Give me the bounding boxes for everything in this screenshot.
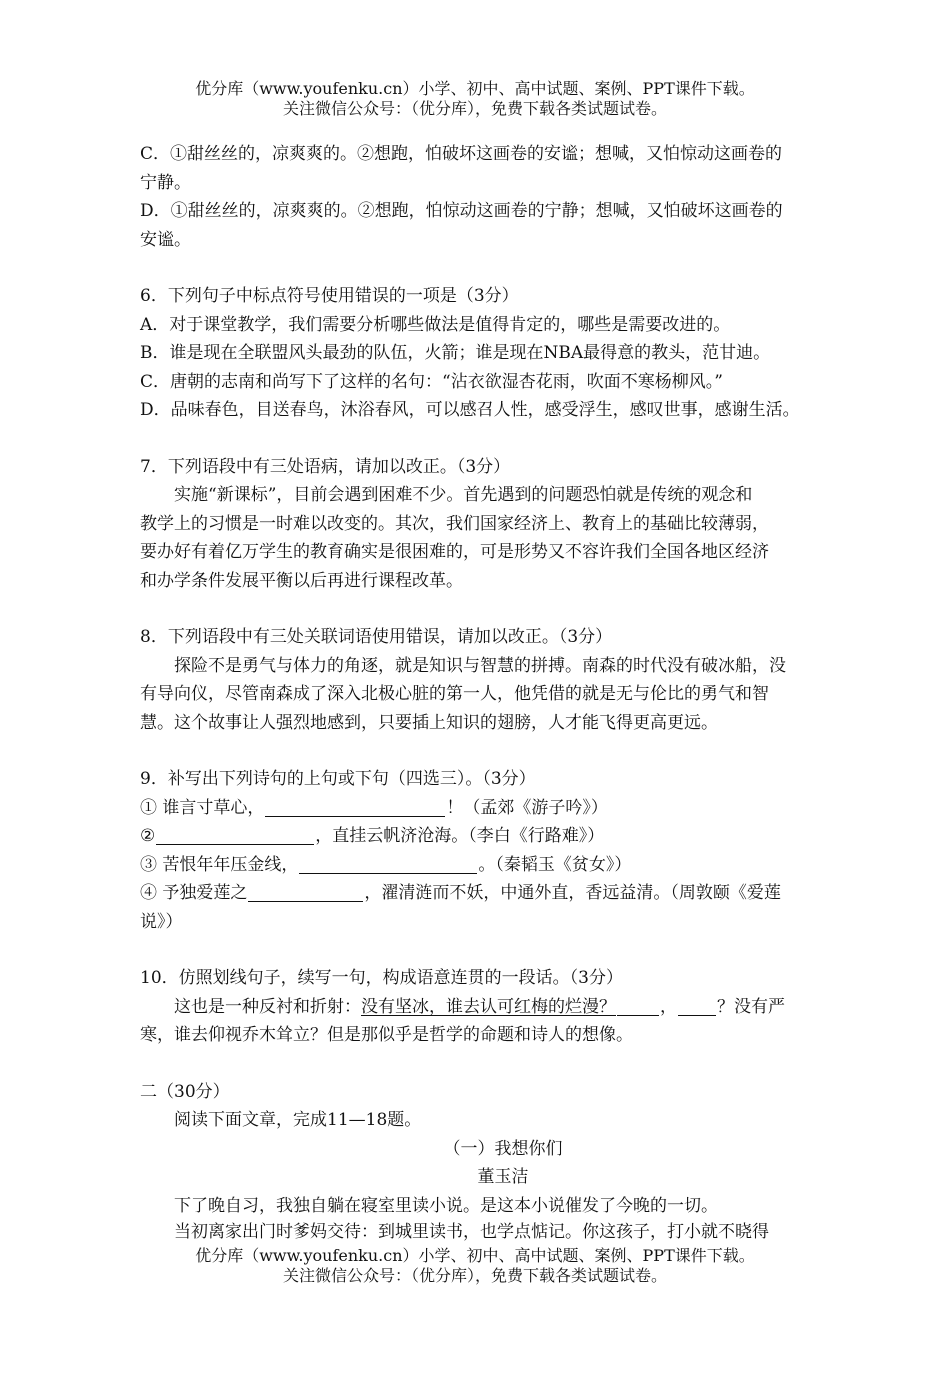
page-header — [0, 79, 950, 119]
q10-title: 10．仿照划线句子，续写一句，构成语意连贯的一段话。（3分） — [140, 968, 623, 988]
q10-line-1 — [140, 993, 866, 1022]
q10-line-1-tail: ？没有严 — [717, 996, 785, 1017]
q9-item-3 — [140, 851, 866, 880]
q9-item-1-suffix: ！（孟郊《游子吟》） — [446, 797, 608, 818]
section-2-intro: 阅读下面文章，完成11—18题。 — [174, 1110, 422, 1130]
q9-item-3-prefix: ③ 苦恨年年压金线， — [140, 854, 299, 875]
q9-item-4-suffix: ，濯清涟而不妖，中通外直，香远益清。（周敦颐《爱莲 — [364, 883, 781, 903]
footer-line-2: 关注微信公众号：（优分库），免费下载各类试题试卷。 — [282, 1266, 667, 1285]
q7-title: 7．下列语段中有三处语病，请加以改正。（3分） — [140, 456, 511, 477]
q9-item-4-prefix: ④ 予独爱莲之 — [140, 883, 248, 903]
q7-passage-line-3: 要办好有着亿万学生的教育确实是很困难的，可是形势又不容许我们全国各地区经济 — [140, 542, 769, 562]
q8-title: 8．下列语段中有三处关联词语使用错误，请加以改正。（3分） — [140, 627, 613, 647]
article-paragraph-1: 下了晚自习，我独自躺在寝室里读小说。是这本小说催发了今晚的一切。 — [174, 1195, 718, 1216]
q9-item-2 — [140, 822, 866, 851]
q9-item-1-blank[interactable] — [265, 798, 445, 817]
q6-option-a: A．对于课堂教学，我们需要分析哪些做法是值得肯定的，哪些是需要改进的。 — [140, 314, 731, 335]
q5-option-c-line-2: 宁静。 — [140, 172, 191, 193]
q6-option-d: D．品味春色，目送春鸟，沐浴春风，可以感召人性，感受浮生，感叹世事，感谢生活。 — [140, 400, 800, 420]
q5-option-c-line-1: C．①甜丝丝的，凉爽爽的。②想跑，怕破坏这画卷的安谧；想喊，又怕惊动这画卷的 — [140, 144, 783, 164]
q8-passage-line-2: 有导向仪，尽管南森成了深入北极心脏的第一人，他凭借的就是无与伦比的勇气和智 — [140, 684, 769, 704]
section-2-title: 二（30分） — [140, 1081, 230, 1102]
q7-passage-line-2: 教学上的习惯是一时难以改变的。其次，我们国家经济上、教育上的基础比较薄弱， — [140, 513, 769, 534]
q9-item-2-blank[interactable] — [156, 826, 314, 845]
header-line-2: 关注微信公众号：（优分库），免费下载各类试题试卷。 — [282, 99, 667, 118]
q6-option-b: B．谁是现在全联盟风头最劲的队伍，火箭；谁是现在NBA最得意的教头，范甘迪。 — [140, 343, 771, 363]
q10-comma: ， — [660, 996, 677, 1017]
document-body — [140, 140, 866, 1244]
q7-passage-line-4: 和办学条件发展平衡以后再进行课程改革。 — [140, 570, 463, 591]
q9-item-4 — [140, 879, 866, 908]
q9-item-3-blank[interactable] — [299, 855, 477, 874]
q9-item-4-continued: 说》） — [140, 911, 183, 932]
q5-option-d-line-2: 安谧。 — [140, 229, 191, 250]
q10-blank-1[interactable] — [617, 997, 659, 1016]
page-footer — [0, 1246, 950, 1286]
q10-blank-2[interactable] — [678, 997, 716, 1016]
article-paragraph-2: 当初离家出门时爹妈交待：到城里读书，也学点惦记。你这孩子，打小就不晓得 — [174, 1222, 769, 1242]
header-line-1: 优分库（www.youfenku.cn）小学、初中、高中试题、案例、PPT课件下载。 — [195, 79, 755, 98]
q10-underlined-sentence: 没有坚冰，谁去认可红梅的烂漫？ — [361, 996, 616, 1017]
q10-line-2: 寒，谁去仰视乔木耸立？但是那似乎是哲学的命题和诗人的想像。 — [140, 1025, 633, 1045]
q9-title: 9．补写出下列诗句的上句或下句（四选三）。（3分） — [140, 769, 536, 789]
q9-item-1-prefix: ① 谁言寸草心， — [140, 797, 265, 818]
article-title: （一）我想你们 — [443, 1138, 563, 1159]
q6-option-c: C．唐朝的志南和尚写下了这样的名句：“沾衣欲湿杏花雨，吹面不寒杨柳风。” — [140, 371, 723, 392]
q9-item-2-prefix: ② — [140, 826, 156, 846]
q5-option-d-line-1: D．①甜丝丝的，凉爽爽的。②想跑，怕惊动这画卷的宁静；想喊，又怕破坏这画卷的 — [140, 201, 783, 221]
q9-item-2-suffix: ，直挂云帆济沧海。（李白《行路难》） — [315, 826, 605, 846]
q9-item-4-blank[interactable] — [248, 883, 363, 902]
q9-item-3-suffix: 。（秦韬玉《贫女》） — [478, 854, 632, 875]
q6-title: 6．下列句子中标点符号使用错误的一项是（3分） — [140, 286, 519, 306]
q8-passage-line-3: 慧。这个故事让人强烈地感到，只要插上知识的翅膀，人才能飞得更高更远。 — [140, 712, 718, 733]
footer-line-1: 优分库（www.youfenku.cn）小学、初中、高中试题、案例、PPT课件下载。 — [195, 1246, 755, 1265]
q9-item-1 — [140, 794, 866, 823]
q7-passage-line-1: 实施“新课标”，目前会遇到困难不少。首先遇到的问题恐怕就是传统的观念和 — [174, 485, 753, 505]
q10-lead-text: 这也是一种反衬和折射： — [174, 996, 361, 1017]
q8-passage-line-1: 探险不是勇气与体力的角逐，就是知识与智慧的拼搏。南森的时代没有破冰船，没 — [174, 655, 786, 676]
article-author: 董玉洁 — [477, 1167, 529, 1187]
